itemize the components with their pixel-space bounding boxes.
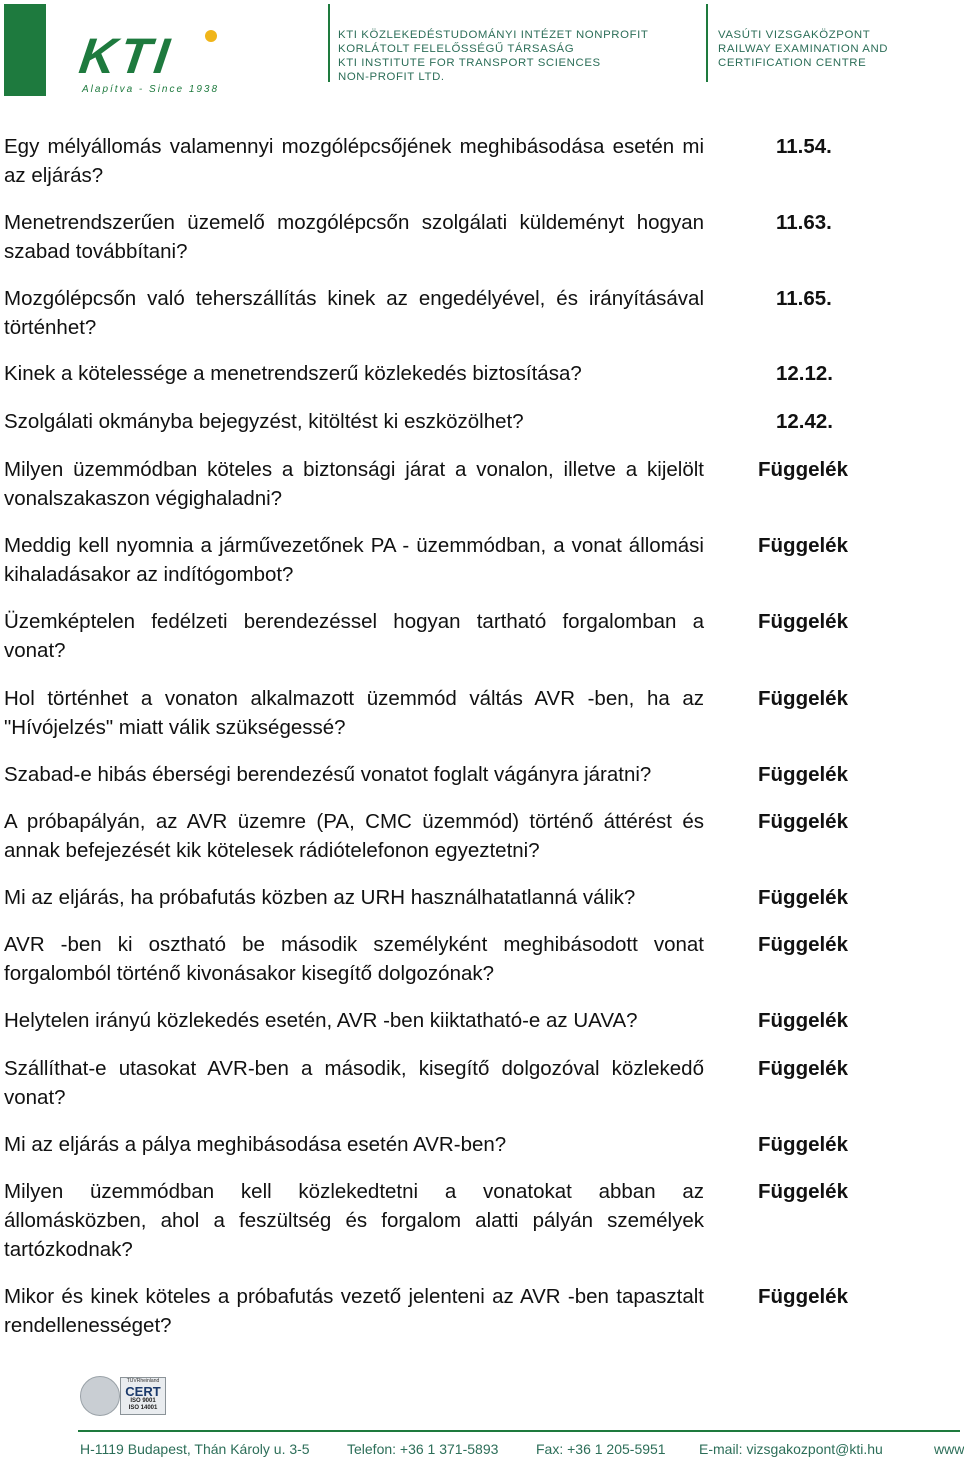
question-text: Üzemképtelen fedélzeti berendezéssel hogyan tartható forgalomban a vonat?	[4, 610, 704, 662]
question-text: AVR -ben ki osztható be második személyként meghibásodott vonat forgalomból történő kivonásakor kisegítő dolgozónak?	[4, 933, 704, 985]
section-ref: Függelék	[758, 534, 848, 557]
section-ref: 12.12.	[776, 362, 833, 385]
section-ref: Függelék	[758, 610, 848, 633]
section-ref: Függelék	[758, 1133, 848, 1156]
footer-address: H-1119 Budapest, Thán Károly u. 3-5	[80, 1441, 310, 1457]
section-ref: 11.65.	[776, 287, 832, 310]
question-text: Milyen üzemmódban köteles a biztonsági járat a vonalon, illetve a kijelölt vonalszakaszon végighaladni?	[4, 458, 704, 510]
question-text: A próbapályán, az AVR üzemre (PA, CMC üzemmód) történő áttérést és annak befejezését kik kötelesek rádiótelefonon egyeztetni?	[4, 810, 704, 862]
footer-fax: Fax: +36 1 205-5951	[536, 1441, 666, 1457]
logo-dot	[205, 30, 217, 42]
institute-name: KTI KÖZLEKEDÉSTUDOMÁNYI INTÉZET NONPROFIT KORLÁTOLT FELELŐSSÉGŰ TÁRSASÁG KTI INSTITUTE FOR TRANSPORT SCIENCES NON-PROFIT LTD.	[338, 29, 649, 83]
cert-label-box	[120, 1377, 166, 1415]
question-text: Mi az eljárás a pálya meghibásodása esetén AVR-ben?	[4, 1133, 507, 1156]
footer-divider	[78, 1430, 960, 1432]
section-ref: 11.54.	[776, 135, 832, 158]
question-text: Mikor és kinek köteles a próbafutás vezető jelenteni az AVR -ben tapasztalt rendellenességet?	[4, 1285, 704, 1337]
header-divider	[706, 4, 708, 82]
question-text: Egy mélyállomás valamennyi mozgólépcsőjének meghibásodása esetén mi az eljárás?	[4, 135, 704, 187]
footer-email[interactable]: E-mail: vizsgakozpont@kti.hu	[699, 1441, 883, 1457]
cert-iso-14001: ISO 14001	[128, 1405, 158, 1411]
footer-web[interactable]: www	[934, 1441, 964, 1457]
question-text: Menetrendszerűen üzemelő mozgólépcsőn szolgálati küldeményt hogyan szabad továbbítani?	[4, 211, 704, 263]
question-text: Helytelen irányú közlekedés esetén, AVR -ben kiiktatható-e az UAVA?	[4, 1009, 638, 1032]
section-ref: Függelék	[758, 886, 848, 909]
question-text: Meddig kell nyomnia a járművezetőnek PA - üzemmódban, a vonat állomási kihaladásakor az indítógombot?	[4, 534, 704, 586]
question-text: Hol történhet a vonaton alkalmazott üzemmód váltás AVR -ben, ha az "Hívójelzés" miatt válik szükségessé?	[4, 687, 704, 739]
cert-label: CERT	[125, 1384, 161, 1399]
header-divider	[328, 4, 330, 82]
question-text: Milyen üzemmódban kell közlekedtetni a vonatokat abban az állomásközben, ahol a feszültség és forgalom alatti pályán személyek tartózkodnak?	[4, 1180, 704, 1261]
tuv-seal-icon	[80, 1376, 120, 1416]
section-ref: 11.63.	[776, 211, 832, 234]
section-ref: Függelék	[758, 458, 848, 481]
section-ref: Függelék	[758, 810, 848, 833]
question-text: Szolgálati okmányba bejegyzést, kitöltést ki eszközölhet?	[4, 410, 524, 433]
section-ref: Függelék	[758, 1180, 848, 1203]
cert-iso-9001: ISO 9001	[130, 1398, 156, 1404]
question-text: Szállíthat-e utasokat AVR-ben a második, kisegítő dolgozóval közlekedő vonat?	[4, 1057, 704, 1109]
footer-phone: Telefon: +36 1 371-5893	[347, 1441, 499, 1457]
question-text: Szabad-e hibás éberségi berendezésű vonatot foglalt vágányra járatni?	[4, 763, 652, 786]
section-ref: Függelék	[758, 1285, 848, 1308]
question-text: Kinek a kötelessége a menetrendszerű közlekedés biztosítása?	[4, 362, 582, 385]
question-text: Mi az eljárás, ha próbafutás közben az URH használhatatlanná válik?	[4, 886, 636, 909]
brand-bar	[4, 4, 46, 96]
section-ref: 12.42.	[776, 410, 833, 433]
section-ref: Függelék	[758, 1057, 848, 1080]
section-ref: Függelék	[758, 1009, 848, 1032]
section-ref: Függelék	[758, 687, 848, 710]
section-ref: Függelék	[758, 763, 848, 786]
page-header	[0, 0, 960, 110]
kti-logo: KTI	[76, 28, 177, 84]
centre-name: VASÚTI VIZSGAKÖZPONT RAILWAY EXAMINATION AND CERTIFICATION CENTRE	[718, 29, 889, 69]
certification-badge	[80, 1376, 166, 1416]
section-ref: Függelék	[758, 933, 848, 956]
cert-brand: TÜVRheinland	[126, 1378, 160, 1384]
logo-tagline: Alapítva - Since 1938	[82, 84, 220, 95]
question-text: Mozgólépcsőn való teherszállítás kinek az engedélyével, és irányításával történhet?	[4, 287, 704, 339]
